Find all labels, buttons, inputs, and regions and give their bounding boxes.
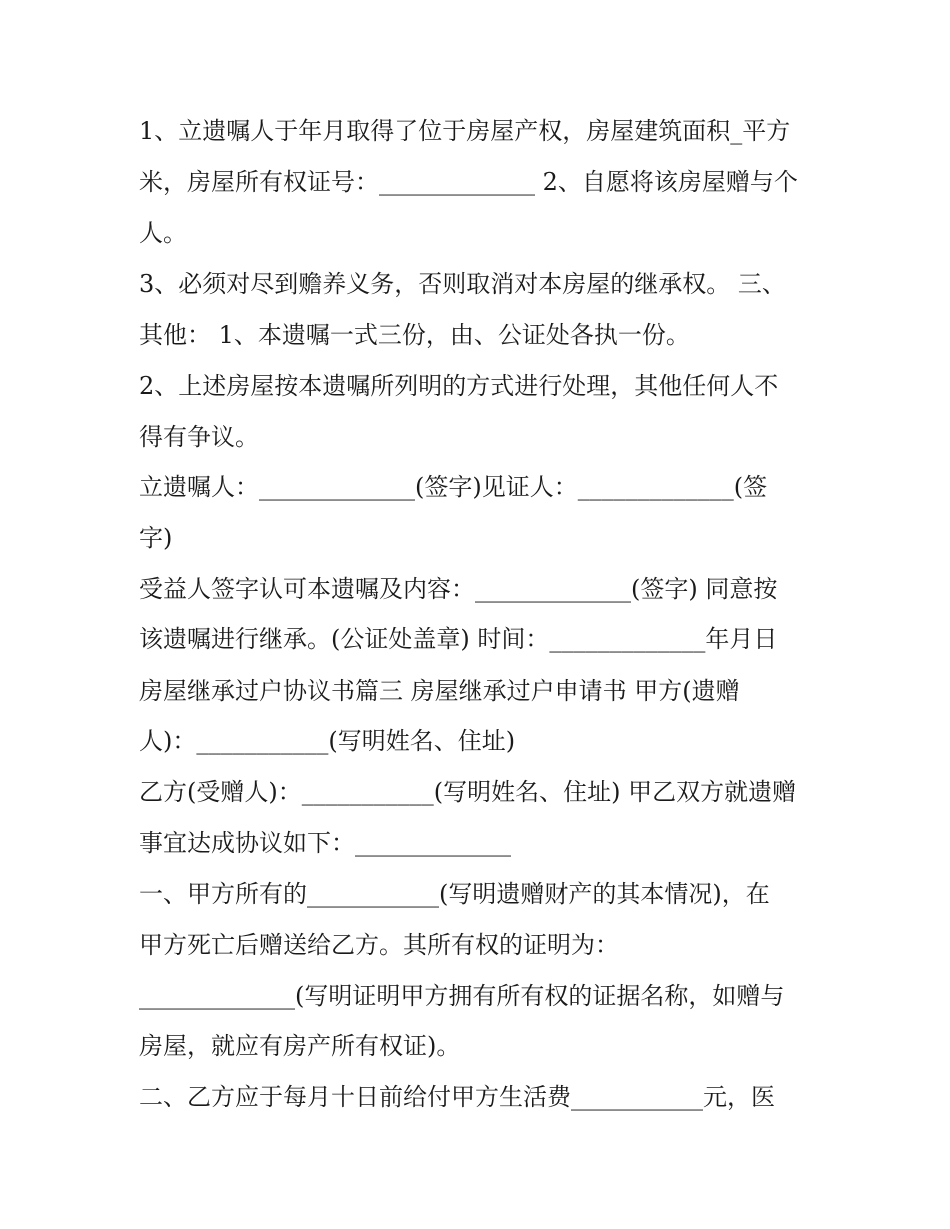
text-line: 房屋继承过户协议书篇三 房屋继承过户申请书 甲方(遗赠 (139, 677, 740, 705)
text-line: 二、乙方应于每月十日前给付甲方生活费___________元，医 (139, 1083, 775, 1111)
text-line: 2、上述房屋按本遗嘱所列明的方式进行处理，其他任何人不 (139, 372, 779, 400)
text-line: 乙方(受赠人)：___________(写明姓名、住址) 甲乙双方就遗赠 (139, 778, 797, 806)
text-line: 一、甲方所有的___________(写明遗赠财产的其本情况)，在 (139, 880, 770, 908)
text-line: _____________(写明证明甲方拥有所有权的证据名称，如赠与 (139, 982, 785, 1010)
text-line: 该遗嘱进行继承。(公证处盖章) 时间：_____________年月日 (139, 625, 778, 653)
text-line: 人。 (139, 219, 187, 247)
text-line: 3、必须对尽到赡养义务，否则取消对本房屋的继承权。 三、 (139, 270, 786, 298)
text-line: 立遗嘱人：_____________(签字)见证人：_____________(签 (139, 473, 768, 501)
text-line: 人)：___________(写明姓名、住址) (139, 727, 516, 755)
text-line: 其他： 1、本遗嘱一式三份，由、公证处各执一份。 (139, 321, 690, 349)
text-line: 1、立遗嘱人于年月取得了位于房屋产权，房屋建筑面积_平方 (139, 117, 791, 145)
text-line: 米，房屋所有权证号：_____________ 2、自愿将该房屋赠与个 (139, 168, 798, 196)
text-line: 得有争议。 (139, 423, 259, 451)
text-line: 字) (139, 524, 173, 552)
text-line: 甲方死亡后赠送给乙方。其所有权的证明为： (139, 931, 619, 959)
text-line: 受益人签字认可本遗嘱及内容：_____________(签字) 同意按 (139, 575, 778, 603)
text-line: 房屋，就应有房产所有权证)。 (139, 1032, 461, 1060)
text-line: 事宜达成协议如下：_____________ (139, 829, 511, 857)
